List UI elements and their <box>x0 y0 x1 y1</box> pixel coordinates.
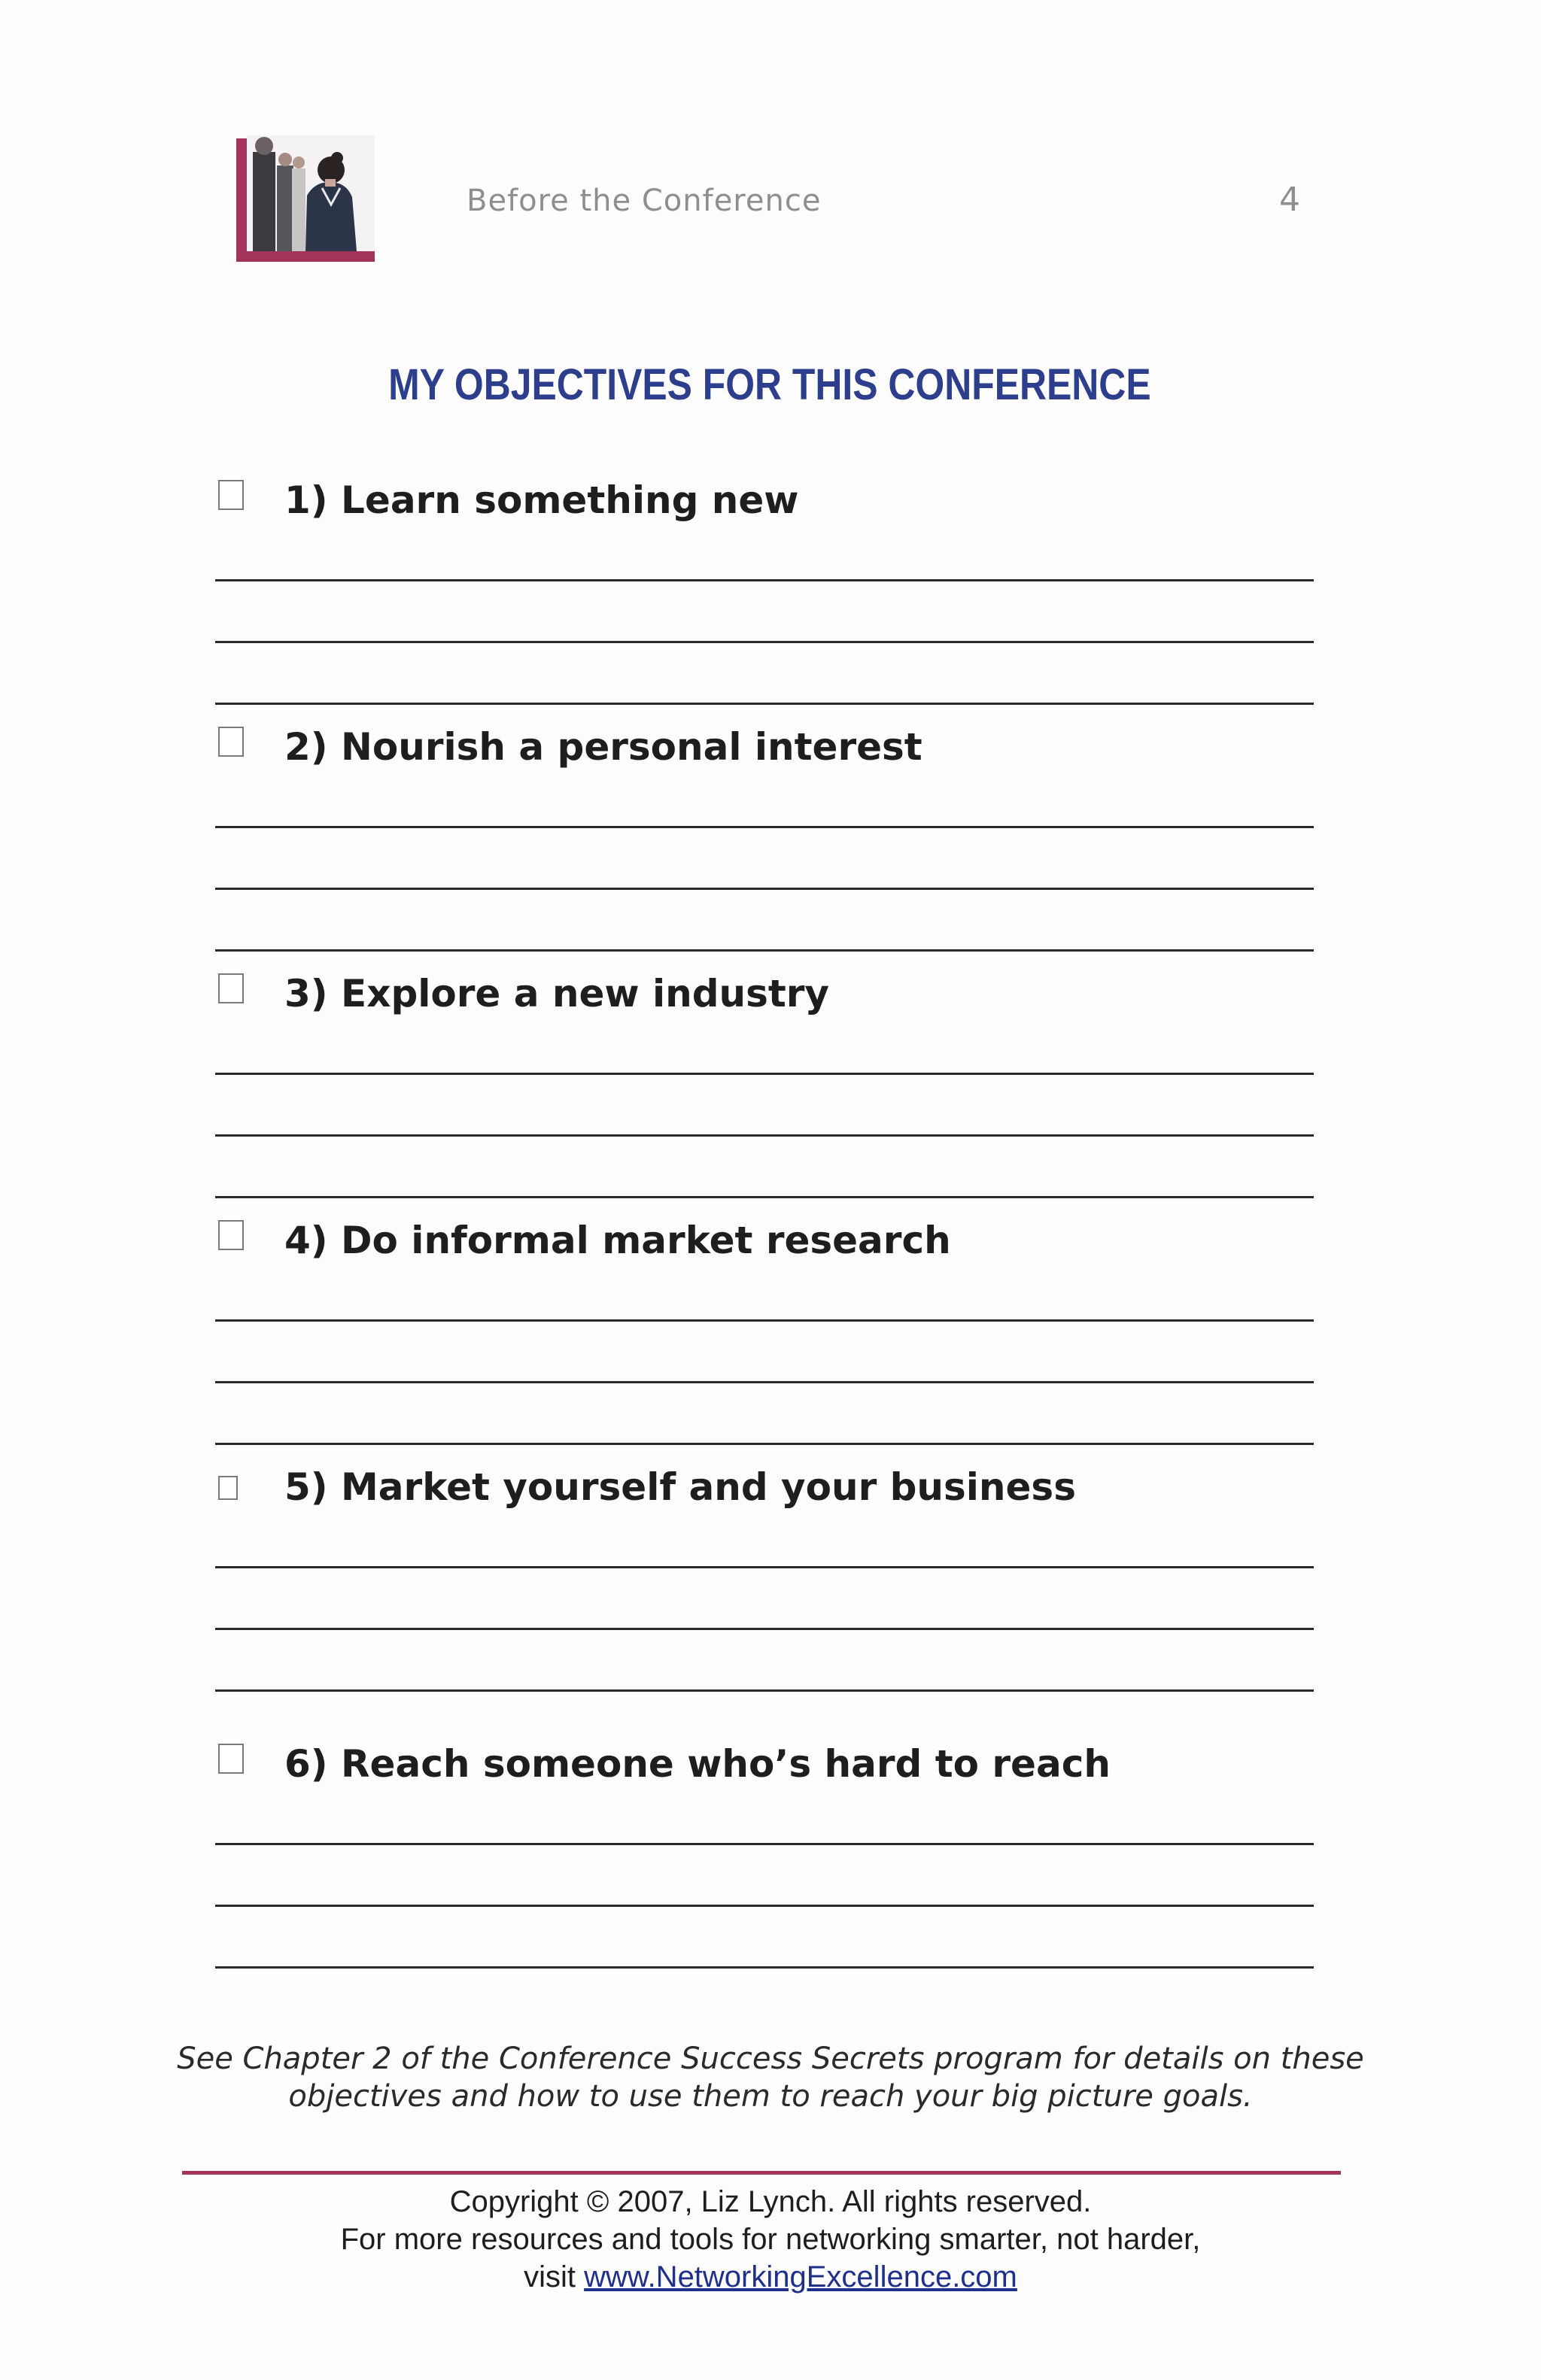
objective-label: 1) Learn something new <box>284 478 799 522</box>
writing-line[interactable] <box>215 1843 1314 1845</box>
writing-line[interactable] <box>215 1381 1314 1383</box>
footnote-line-1: See Chapter 2 of the Conference Success Secrets program for details on these <box>177 2042 1364 2076</box>
header-section-title: Before the Conference <box>467 184 822 218</box>
page-number: 4 <box>1279 181 1300 219</box>
visit-prefix: visit <box>524 2260 585 2293</box>
writing-line[interactable] <box>215 888 1314 890</box>
footer-divider <box>182 2171 1341 2175</box>
writing-line[interactable] <box>215 1073 1314 1075</box>
footnote-line-2: objectives and how to use them to reach your big picture goals. <box>288 2079 1253 2114</box>
objective-label: 3) Explore a new industry <box>284 972 829 1015</box>
writing-line[interactable] <box>215 1196 1314 1198</box>
resources-text: For more resources and tools for networking smarter, not harder, <box>340 2223 1201 2256</box>
writing-line[interactable] <box>215 1443 1314 1445</box>
objective-checkbox[interactable] <box>218 727 244 757</box>
writing-line[interactable] <box>215 1905 1314 1907</box>
writing-line[interactable] <box>215 949 1314 952</box>
visit-line <box>0 2258 1541 2296</box>
objective-label: 6) Reach someone who’s hard to reach <box>284 1742 1111 1786</box>
objective-label: 2) Nourish a personal interest <box>284 725 922 769</box>
writing-line[interactable] <box>215 1628 1314 1630</box>
page-title: MY OBJECTIVES FOR THIS CONFERENCE <box>388 360 1151 409</box>
footnote <box>0 2040 1541 2115</box>
objective-checkbox[interactable] <box>218 1476 238 1500</box>
objective-checkbox[interactable] <box>218 973 244 1003</box>
objective-label: 4) Do informal market research <box>284 1219 951 1262</box>
writing-line[interactable] <box>215 826 1314 828</box>
writing-line[interactable] <box>215 1319 1314 1322</box>
objective-checkbox[interactable] <box>218 1220 244 1250</box>
objective-label: 5) Market yourself and your business <box>284 1465 1076 1509</box>
writing-line[interactable] <box>215 703 1314 705</box>
footer <box>0 2183 1541 2296</box>
objective-checkbox[interactable] <box>218 480 244 510</box>
writing-line[interactable] <box>215 1966 1314 1969</box>
writing-line[interactable] <box>215 1134 1314 1137</box>
copyright-text: Copyright © 2007, Liz Lynch. All rights reserved. <box>449 2185 1092 2218</box>
writing-line[interactable] <box>215 641 1314 643</box>
writing-line[interactable] <box>215 1689 1314 1692</box>
writing-line[interactable] <box>215 1566 1314 1568</box>
writing-line[interactable] <box>215 579 1314 581</box>
objective-checkbox[interactable] <box>218 1744 244 1774</box>
website-link[interactable]: www.NetworkingExcellence.com <box>584 2260 1017 2293</box>
